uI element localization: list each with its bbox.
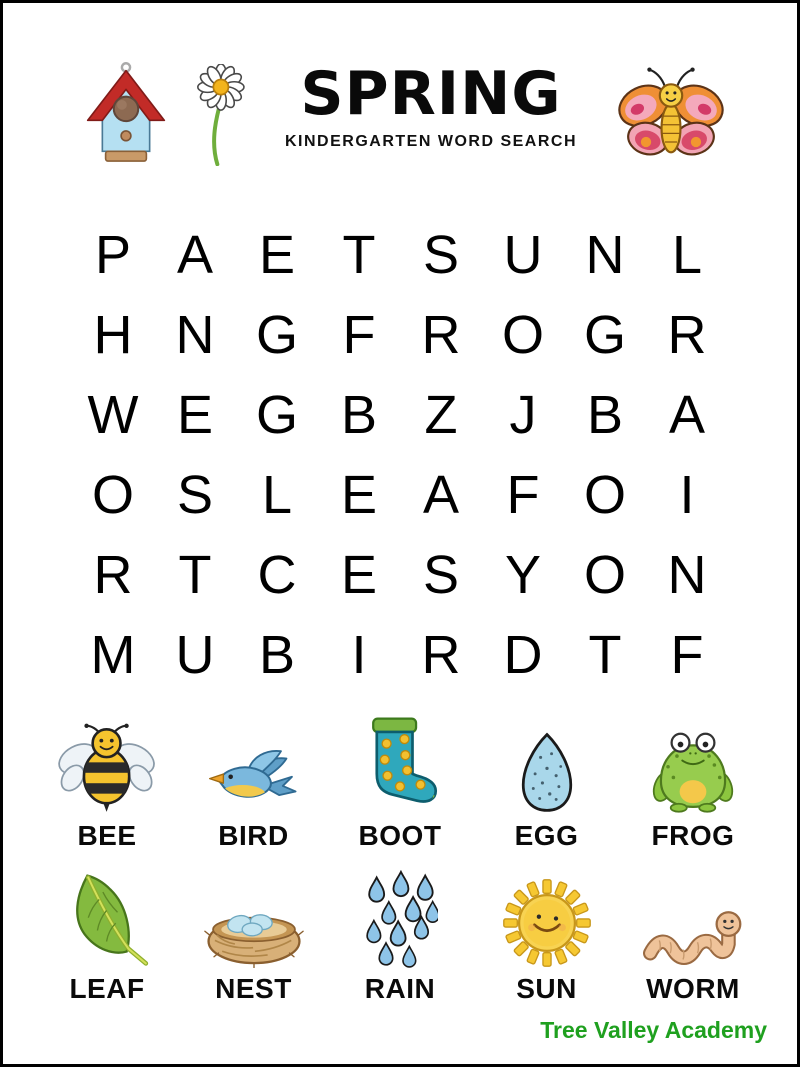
grid-cell: L — [261, 465, 293, 525]
grid-cell: G — [255, 385, 298, 445]
butterfly-icon — [615, 64, 727, 164]
word-item-rain — [334, 870, 466, 1005]
grid-cell: F — [670, 625, 704, 685]
word-item-sun — [481, 870, 613, 1005]
footer — [3, 1017, 797, 1044]
grid-cell: Z — [424, 385, 458, 445]
grid-cell: A — [668, 385, 706, 445]
leaf-icon — [59, 872, 155, 968]
letter-grid — [72, 215, 728, 695]
word-label: RAIN — [364, 973, 436, 1004]
word-label: LEAF — [69, 973, 145, 1004]
grid-cell: N — [175, 305, 215, 365]
page-subtitle: KINDERGARTEN WORD SEARCH — [285, 133, 577, 150]
word-label: NEST — [215, 973, 292, 1004]
grid-cell: O — [91, 465, 134, 525]
word-label: BIRD — [218, 820, 289, 851]
grid-cell: R — [667, 305, 707, 365]
grid-cell: U — [175, 625, 215, 685]
grid-cell: S — [422, 545, 460, 605]
grid-cell: G — [583, 305, 626, 365]
grid-cell: H — [93, 305, 133, 365]
word-label: FROG — [651, 820, 735, 851]
page-title: SPRING — [300, 59, 562, 129]
grid-cell: R — [421, 305, 461, 365]
grid-cell: O — [583, 545, 626, 605]
grid-cell: R — [421, 625, 461, 685]
boot-icon — [359, 715, 441, 815]
daisy-wrap — [193, 64, 247, 171]
grid-cell: O — [583, 465, 626, 525]
grid-cell: F — [342, 305, 376, 365]
title-block — [247, 59, 615, 151]
grid-cell: C — [257, 545, 297, 605]
word-item-boot — [334, 717, 466, 852]
frog-icon — [652, 731, 734, 815]
grid-cell: T — [178, 545, 212, 605]
grid-cell: R — [93, 545, 133, 605]
egg-icon — [515, 729, 579, 815]
grid-cell: E — [340, 465, 378, 525]
credit-text: Tree Valley Academy — [540, 1017, 767, 1043]
rain-icon — [362, 870, 438, 968]
nest-icon — [204, 900, 304, 968]
grid-cell: J — [509, 385, 537, 445]
grid-cell: L — [671, 225, 703, 285]
grid-cell: Y — [504, 545, 542, 605]
word-list-row-1 — [3, 717, 797, 852]
grid-cell: M — [90, 625, 136, 685]
word-label: WORM — [646, 973, 740, 1004]
header — [3, 3, 797, 172]
word-item-worm — [627, 870, 759, 1005]
word-item-frog — [627, 717, 759, 852]
grid-cell: T — [342, 225, 376, 285]
grid-cell: G — [255, 305, 298, 365]
grid-cell: I — [679, 465, 695, 525]
birdhouse-icon — [85, 60, 167, 166]
daisy-icon — [193, 64, 247, 166]
word-item-leaf — [41, 870, 173, 1005]
grid-cell: B — [258, 625, 296, 685]
word-item-egg — [481, 717, 613, 852]
grid-cell: E — [340, 545, 378, 605]
word-item-bee — [41, 717, 173, 852]
grid-cell: U — [503, 225, 543, 285]
grid-cell: A — [176, 225, 214, 285]
bird-icon — [206, 745, 302, 815]
grid-cell: T — [588, 625, 622, 685]
sun-icon — [502, 878, 592, 968]
grid-cell: S — [176, 465, 214, 525]
grid-cell: B — [586, 385, 624, 445]
grid-cell: A — [422, 465, 460, 525]
word-label: BOOT — [358, 820, 442, 851]
word-label: SUN — [516, 973, 577, 1004]
grid-cell: P — [94, 225, 132, 285]
worm-icon — [643, 902, 743, 968]
grid-cell: F — [506, 465, 540, 525]
grid-cell: N — [585, 225, 625, 285]
word-label: BEE — [77, 820, 137, 851]
grid-cell: W — [87, 385, 139, 445]
word-label: EGG — [514, 820, 579, 851]
grid-cell: B — [340, 385, 378, 445]
word-item-bird — [188, 717, 320, 852]
grid-cell: N — [667, 545, 707, 605]
word-list-row-2 — [3, 870, 797, 1005]
grid-cell: O — [501, 305, 544, 365]
grid-cell: E — [176, 385, 214, 445]
word-item-nest — [188, 870, 320, 1005]
grid-cell: S — [422, 225, 460, 285]
bee-icon — [57, 721, 157, 815]
grid-cell: I — [351, 625, 367, 685]
butterfly-wrap — [615, 64, 727, 169]
grid-cell: E — [258, 225, 296, 285]
grid-cell: D — [503, 625, 543, 685]
